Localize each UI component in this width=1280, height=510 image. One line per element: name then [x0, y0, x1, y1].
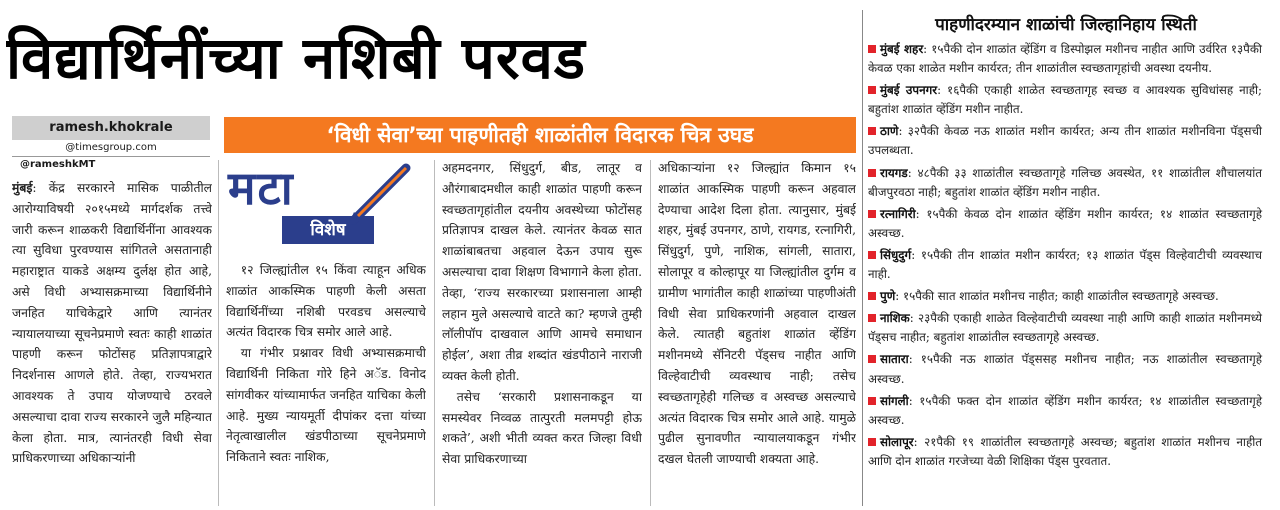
bullet-square-icon: [868, 210, 876, 218]
bullet-square-icon: [868, 45, 876, 53]
district-entry: [868, 433, 1262, 471]
district-entry: [868, 392, 1262, 430]
district-status-text: : १५पैकी दोन शाळांत व्हेंडिंग व डिस्पोझल मशीनच नाहीत आणि उर्वरित १३पैकी केवळ एका शाळेत मशीन कार्यरत; तीन शाळांतील स्वच्छतागृहांची अवस्था दयनीय.: [868, 42, 1262, 76]
byline: [12, 116, 210, 173]
district-entry: [868, 164, 1262, 202]
district-name: सोलापूर: [880, 434, 914, 449]
column-divider: [650, 160, 651, 506]
bullet-square-icon: [868, 251, 876, 259]
article-column-1: [12, 178, 212, 508]
dateline-place: मुंबई: [12, 180, 33, 195]
district-name: रत्नागिरी: [880, 206, 916, 221]
column-2-paragraph-2: या गंभीर प्रश्नावर विधी अभ्यासक्रमाची विद्यार्थिनी निकिता गोरे हिने अॅड. विनोद सांगवीकर यांच्यामार्फत जनहित याचिका केली आहे. मुख्य न्यायमूर्ती दीपांकर दत्ता यांच्या नेतृत्वाखालील खंडपीठाच्या सूचनेप्रमाणे निकिताने स्वतः नाशिक,: [226, 346, 426, 465]
district-name: सातारा: [880, 352, 909, 367]
district-name: मुंबई उपनगर: [880, 83, 938, 98]
article-column-4: [658, 158, 856, 508]
bullet-square-icon: [868, 292, 876, 300]
column-divider: [434, 160, 435, 506]
district-entry: [868, 350, 1262, 388]
district-entry: [868, 40, 1262, 78]
logo-vishesh: विशेष: [282, 216, 374, 244]
district-entry: [868, 246, 1262, 284]
district-entry: [868, 205, 1262, 243]
column-1-paragraph: : केंद्र सरकारने मासिक पाळीतील आरोग्याविषयी २०१५मध्ये मार्गदर्शक तत्त्वे जारी करून शाळकरी विद्यार्थिनींना आवश्यक त्या सुविधा पुरवण्यास सांगितले असतानाही महाराष्ट्रात याकडे अक्षम्य दुर्लक्ष होत आहे, असे विधी अभ्यासक्रमाच्या विद्यार्थिनीने जनहित याचिकेद्वारे आणि त्यानंतर न्यायालयाच्या सूचनेप्रमाणे स्वतः काही शाळांत पाहणी करून फोटोंसह प्रतिज्ञापत्राद्वारे निदर्शनास आणले होते. तेव्हा, राज्यभरात आवश्यक ते उपाय योजण्याचे ठरवले असल्याचा दावा राज्य सरकारने जुलै महिन्यात केला होता. मात्र, त्यानंतरही विधी सेवा प्राधिकरणाच्या अधिकाऱ्यांनी: [12, 181, 212, 466]
byline-name: ramesh.khokrale: [12, 116, 210, 140]
logo-mata: मटा: [228, 161, 295, 215]
bullet-square-icon: [868, 127, 876, 135]
column-3-paragraph-2: तसेच ‘सरकारी प्रशासनाकडून या समस्येवर निव्वळ तात्पुरती मलमपट्टी होऊ शकते’, अशी भीती व्यक्त करत जिल्हा विधी सेवा प्राधिकरणाच्या: [442, 389, 642, 467]
district-status-list: [868, 40, 1262, 474]
pen-icon: [346, 158, 416, 228]
sidebar-divider: [862, 10, 863, 506]
bullet-square-icon: [868, 355, 876, 363]
district-status-text: : १५पैकी फक्त दोन शाळांत व्हेंडिंग मशीन कार्यरत; १४ शाळांतील स्वच्छतागृहे अस्वच्छ.: [868, 393, 1262, 427]
sidebar-title: पाहणीदरम्यान शाळांची जिल्हानिहाय स्थिती: [935, 15, 1197, 35]
district-entry: [868, 309, 1262, 347]
column-4-paragraph-1: अधिकाऱ्यांना १२ जिल्ह्यांत किमान १५ शाळांत आकस्मिक पाहणी करून अहवाल देण्याचा आदेश दिला होता. त्यानुसार, मुंबई शहर, मुंबई उपनगर, ठाणे, रायगड, रत्नागिरी, सिंधुदुर्ग, पुणे, नाशिक, सांगली, सातारा, सोलापूर व कोल्हापूर या जिल्ह्यांतील दुर्गम व ग्रामीण भागांतील काही शाळांच्या पाहणीअंती विधी सेवा प्राधिकरणांनी अहवाल दाखल केले. त्यातही बहुतांश शाळांत व्हेंडिंग मशीनमध्ये सॅनिटरी पॅड्सच नाहीत आणि विल्हेवाटीची व्यवस्थाच नाही; तसेच स्वच्छतागृहेही गलिच्छ व अस्वच्छ असल्याचे अत्यंत विदारक चित्र समोर आले आहे. यामुळे पुढील सुनावणीत न्यायालयाकडून गंभीर दखल घेतली जाण्याची शक्यता आहे.: [658, 161, 856, 467]
byline-twitter: @rameshkMT: [20, 159, 96, 170]
district-status-text: : ४८पैकी ३३ शाळांतील स्वच्छतागृहे गलिच्छ अवस्थेत, ११ शाळांतील शौचालयांत बीजपुरवठा नाही; बहुतांश शाळांत व्हेंडिंग मशीन नाहीत.: [868, 165, 1262, 199]
district-name: मुंबई शहर: [880, 42, 924, 56]
district-status-text: : १५पैकी सात शाळांत मशीनच नाहीत; काही शाळांतील स्वच्छतागृहे अस्वच्छ.: [895, 289, 1219, 304]
district-name: रायगड: [880, 165, 908, 180]
column-3-paragraph-1: अहमदनगर, सिंधुदुर्ग, बीड, लातूर व औरंगाबादमधील काही शाळांत पाहणी करून स्वच्छतागृहांतील दयनीय अवस्थेच्या फोटोंसह प्रतिज्ञापत्र दाखल केले. त्यानंतर केवळ सात शाळांबाबतचा अहवाल देऊन उपाय सुरू असल्याचा दावा शिक्षण विभागाने केला होता. तेव्हा, ‘राज्य सरकारच्या प्रशासनाला आम्ही लहान मुले असल्याचे वाटते का? म्हणजे तुम्ही लॉलीपॉप दाखवाल आणि आमचे समाधान होईल’, अशा तीव्र शब्दांत खंडपीठाने नाराजी व्यक्त केली होती.: [442, 161, 642, 383]
byline-email: @timesgroup.com: [12, 140, 210, 157]
district-entry: [868, 122, 1262, 160]
district-status-text: : २३पैकी एकाही शाळेत विल्हेवाटीची व्यवस्था नाही आणि काही शाळांत मशीनमध्ये पॅड्सच नाहीत; बहुतांश शाळांतील स्वच्छतागृहे अस्वच्छ.: [868, 311, 1262, 345]
bullet-square-icon: [868, 169, 876, 177]
bullet-square-icon: [868, 438, 876, 446]
article-column-3: [442, 158, 642, 508]
article-column-2: [226, 260, 426, 508]
district-status-text: : १५पैकी नऊ शाळांत पॅड्ससह मशीनच नाहीत; नऊ शाळांतील स्वच्छतागृहे अस्वच्छ.: [868, 352, 1262, 386]
district-status-text: : १५पैकी तीन शाळांत मशीन कार्यरत; १३ शाळांत पॅड्स विल्हेवाटीची व्यवस्थाच नाही.: [868, 247, 1262, 282]
subheadline: ‘विधी सेवा’च्या पाहणीतही शाळांतील विदारक चित्र उघड: [224, 117, 856, 153]
headline: विद्यार्थिनींच्या नशिबी परवड: [6, 24, 586, 92]
bullet-square-icon: [868, 397, 876, 405]
column-2-paragraph-1: १२ जिल्ह्यांतील १५ किंवा त्याहून अधिक शाळांत आकस्मिक पाहणी केली असता विद्यार्थिनींच्या नशिबी परवडच असल्याचे अत्यंत विदारक चित्र समोर आले आहे.: [226, 263, 426, 340]
district-status-text: : ३२पैकी केवळ नऊ शाळांत मशीन कार्यरत; अन्य तीन शाळांत मशीनविना पॅड्सची उपलब्धता.: [868, 124, 1262, 158]
bullet-square-icon: [868, 86, 876, 94]
district-name: नाशिक: [880, 311, 910, 326]
district-name: ठाणे: [880, 124, 899, 139]
district-name: सांगली: [880, 393, 909, 408]
district-name: पुणे: [880, 289, 896, 304]
district-name: सिंधुदुर्ग: [880, 247, 912, 262]
district-status-text: : १६पैकी एकाही शाळेत स्वच्छतागृह स्वच्छ व आवश्यक सुविधांसह नाही; बहुतांश शाळांत व्हेंडिंग मशीन नाहीत.: [868, 83, 1262, 117]
column-divider: [218, 160, 219, 506]
district-status-text: : १५पैकी केवळ दोन शाळांत व्हेंडिंग मशीन कार्यरत; १४ शाळांत स्वच्छतागृहे अस्वच्छ.: [868, 206, 1262, 240]
bullet-square-icon: [868, 314, 876, 322]
district-status-text: : २१पैकी १९ शाळांतील स्वच्छतागृहे अस्वच्छ; बहुतांश शाळांत मशीनच नाहीत आणि दोन शाळांत गरजेच्या वेळी शिक्षिका पॅड्स पुरवतात.: [868, 434, 1262, 468]
mata-vishesh-logo: [228, 158, 418, 250]
district-entry: [868, 81, 1262, 119]
district-entry: [868, 287, 1262, 306]
